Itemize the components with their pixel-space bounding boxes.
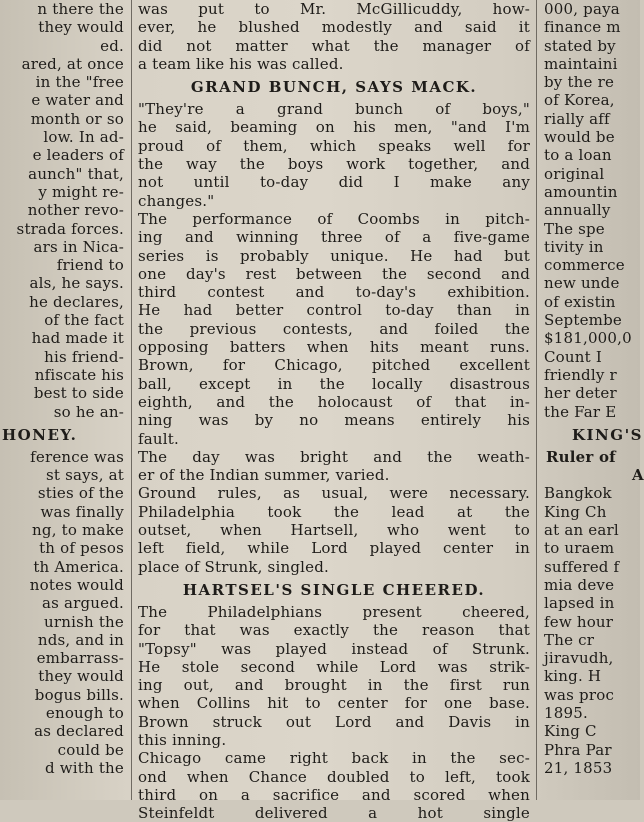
text-line: few hour <box>544 612 614 631</box>
middle-column-text-1 <box>138 100 530 576</box>
text-line: of Korea, <box>544 91 615 110</box>
text-line: King Ch <box>544 502 607 521</box>
text-line: ference was <box>30 447 124 466</box>
text-line: e water and <box>31 91 124 110</box>
text-line: Steinfeldt delivered a hot single <box>138 804 530 822</box>
text-line: er of the Indian summer, varied. <box>138 466 390 485</box>
text-line: The cr <box>544 630 595 649</box>
text-line: of existin <box>544 292 616 311</box>
text-line: left field, while Lord played center in <box>138 539 530 558</box>
text-line: by the re <box>544 73 615 92</box>
text-line: rially aff <box>544 109 610 128</box>
text-line: the Far E <box>544 402 617 421</box>
text-line: nother revo- <box>27 201 124 220</box>
text-line: her deter <box>544 384 617 403</box>
text-line: th of pesos <box>39 539 124 558</box>
text-line: fault. <box>138 429 179 448</box>
text-line: king. H <box>544 667 602 686</box>
text-line: annually <box>544 201 611 220</box>
text-line: best to side <box>33 384 124 403</box>
text-line: He had better control to-day than in <box>138 301 530 320</box>
text-line: eighth, and the holocaust of that in- <box>138 392 530 411</box>
text-line: original <box>544 164 605 183</box>
text-line: friend to <box>56 256 124 275</box>
text-line: enough to <box>45 703 124 722</box>
middle-column <box>138 0 530 822</box>
text-line: Chicago came right back in the sec- <box>138 749 530 768</box>
text-line: nfiscate his <box>34 365 124 384</box>
text-line: not until to-day did I make any <box>138 173 530 192</box>
right-column <box>542 0 644 800</box>
left-column-heading: HONEY. <box>2 425 78 444</box>
text-line: was proc <box>544 685 615 704</box>
text-line: third on a sacrifice and scored when <box>138 785 530 804</box>
text-line: "They're a grand bunch of boys," <box>138 100 530 119</box>
text-line: als, he says. <box>29 274 124 293</box>
text-line: to uraem <box>544 539 615 558</box>
text-line: urnish the <box>44 612 124 631</box>
text-line: Septembe <box>544 311 622 330</box>
text-line: third contest and to-day's exhibition. <box>138 283 530 302</box>
text-line: as argued. <box>41 594 124 613</box>
text-line: he said, beaming on his men, "and I'm <box>138 118 530 137</box>
text-line: lapsed in <box>544 594 615 613</box>
text-line: changes." <box>138 191 215 210</box>
text-line: aunch" that, <box>28 164 124 183</box>
text-line: 1895. <box>544 703 588 722</box>
text-line: Brown struck out Lord and Davis in <box>138 712 530 731</box>
text-line: The spe <box>544 219 605 238</box>
text-line: in the "free <box>35 73 124 92</box>
text-line: st says, at <box>45 466 124 485</box>
text-line: ars in Nica- <box>33 237 124 256</box>
text-line: Phra Par <box>544 740 612 759</box>
right-column-top-text <box>542 0 640 421</box>
text-line: He stole second while Lord was strik- <box>138 657 530 676</box>
text-line: ning was by no means entirely his <box>138 411 530 430</box>
text-line: at an earl <box>544 521 619 540</box>
column-rule-left <box>131 0 132 800</box>
text-line: Philadelphia took the lead at the <box>138 502 530 521</box>
text-line: month or so <box>30 109 124 128</box>
text-line: had made it <box>31 329 124 348</box>
text-line: this inning. <box>138 730 227 749</box>
text-line: ball, except in the locally disastrous <box>138 374 530 393</box>
text-line: ond when Chance doubled to left, took <box>138 767 530 786</box>
text-line: The day was bright and the weath- <box>138 447 530 466</box>
right-column-subheading: Ruler of <box>546 447 616 466</box>
text-line: sties of the <box>37 484 124 503</box>
text-line: amountin <box>544 182 618 201</box>
text-line: e leaders of <box>32 146 124 165</box>
text-line: was put to Mr. McGillicuddy, how- <box>138 0 530 18</box>
text-line: Bangkok <box>544 484 612 503</box>
text-line: y might re- <box>38 182 124 201</box>
text-line: ing and winning three of a five-game <box>138 228 530 247</box>
text-line: outset, when Hartsell, who went to <box>138 521 530 540</box>
text-line: the previous contests, and foiled the <box>138 319 530 338</box>
text-line: $181,000,0 <box>544 329 632 348</box>
text-line: "Topsy" was played instead of Strunk. <box>138 639 530 658</box>
text-line: notes would <box>29 575 124 594</box>
text-line: Brown, for Chicago, pitched excellent <box>138 356 530 375</box>
text-line: proud of them, which speaks well for <box>138 136 530 155</box>
text-line: bogus bills. <box>34 685 124 704</box>
text-line: nds, and in <box>37 630 124 649</box>
text-line: strada forces. <box>16 219 124 238</box>
text-line: of the fact <box>44 311 124 330</box>
text-line: ng, to make <box>32 521 124 540</box>
text-line: was finally <box>40 502 124 521</box>
text-line: 21, 1853 <box>544 758 613 777</box>
text-line: the way the boys work together, and <box>138 155 530 174</box>
text-line: would be <box>544 128 615 147</box>
left-column-bottom-text <box>0 448 126 777</box>
middle-column-text-2 <box>138 603 530 822</box>
text-line: one day's rest between the second and <box>138 264 530 283</box>
text-line: suffered f <box>544 557 620 576</box>
text-line: The Philadelphians present cheered, <box>138 602 530 621</box>
text-line: friendly r <box>544 365 617 384</box>
text-line: low. In ad- <box>43 128 124 147</box>
text-line: series is probably unique. He had but <box>138 246 530 265</box>
text-line: maintaini <box>544 54 618 73</box>
middle-column-heading-1: GRAND BUNCH, SAYS MACK. <box>190 78 478 97</box>
middle-column-heading-2: HARTSEL'S SINGLE CHEERED. <box>182 580 486 599</box>
text-line: stated by <box>544 36 616 55</box>
text-line: The performance of Coombs in pitch- <box>138 209 530 228</box>
text-line: ed. <box>100 36 124 55</box>
middle-column-intro-text <box>138 0 530 73</box>
text-line: 000, paya <box>544 0 620 18</box>
text-line: jiravudh, <box>544 649 614 668</box>
column-rule-right <box>536 0 537 800</box>
text-line: he declares, <box>29 292 124 311</box>
right-column-sub-letter: A <box>632 466 644 485</box>
text-line: as declared <box>34 722 124 741</box>
text-line: his friend- <box>44 347 124 366</box>
text-line: so he an- <box>53 402 124 421</box>
text-line: did not matter what the manager of <box>138 36 530 55</box>
text-line: n there the <box>37 0 124 18</box>
left-column-top-text <box>0 0 126 421</box>
right-column-heading: KING'S <box>572 425 643 444</box>
text-line: Count I <box>544 347 602 366</box>
text-line: commerce <box>544 256 625 275</box>
text-line: finance m <box>544 18 621 37</box>
text-line: ared, at once <box>21 54 124 73</box>
text-line: ing out, and brought in the first run <box>138 676 530 695</box>
text-line: when Collins hit to center for one base. <box>138 694 530 713</box>
text-line: tivity in <box>544 237 604 256</box>
text-line: th America. <box>33 557 124 576</box>
text-line: embarrass- <box>36 649 124 668</box>
text-line: a team like his was called. <box>138 54 344 73</box>
text-line: place of Strunk, singled. <box>138 557 329 576</box>
text-line: to a loan <box>544 146 612 165</box>
text-line: d with the <box>44 758 124 777</box>
text-line: they would <box>38 18 124 37</box>
text-line: for that was exactly the reason that <box>138 621 530 640</box>
text-line: Ground rules, as usual, were necessary. <box>138 484 530 503</box>
text-line: King C <box>544 722 597 741</box>
text-line: they would <box>38 667 124 686</box>
text-line: mia deve <box>544 575 615 594</box>
left-column <box>0 0 126 800</box>
text-line: new unde <box>544 274 620 293</box>
text-line: could be <box>57 740 124 759</box>
right-column-bottom-text <box>542 484 640 777</box>
text-line: opposing batters when hits meant runs. <box>138 338 530 357</box>
text-line: ever, he blushed modestly and said it <box>138 18 530 37</box>
